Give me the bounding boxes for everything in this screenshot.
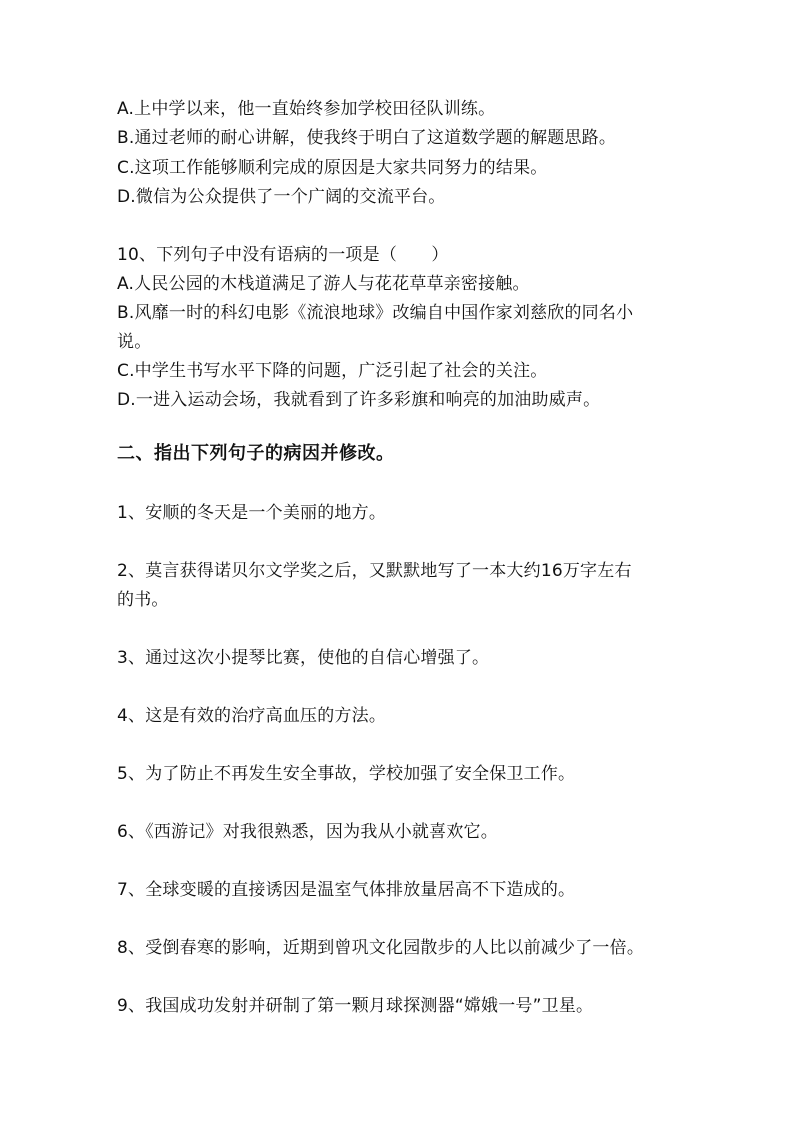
q9-option-d: D.微信为公众提供了一个广阔的交流平台。 <box>117 187 446 207</box>
section-heading: 二、指出下列句子的病因并修改。 <box>117 443 395 464</box>
q10-option-b-cont: 说。 <box>117 332 152 352</box>
q10-option-a: A.人民公园的木栈道满足了游人与花花草草亲密接触。 <box>117 274 530 294</box>
item-4: 4、这是有效的治疗高血压的方法。 <box>117 706 387 726</box>
item-2-cont: 的书。 <box>117 590 169 610</box>
q10-question: 10、下列句子中没有语病的一项是（ ） <box>117 245 449 265</box>
item-1: 1、安顺的冬天是一个美丽的地方。 <box>117 503 387 523</box>
q10-option-d: D.一进入运动会场，我就看到了许多彩旗和响亮的加油助威声。 <box>117 390 601 410</box>
item-7: 7、全球变暖的直接诱因是温室气体排放量居高不下造成的。 <box>117 880 576 900</box>
item-9: 9、我国成功发射并研制了第一颗月球探测器“嫦娥一号”卫星。 <box>117 996 594 1016</box>
item-8: 8、受倒春寒的影响，近期到曾巩文化园散步的人比以前减少了一倍。 <box>117 938 645 958</box>
item-2: 2、莫言获得诺贝尔文学奖之后，又默默地写了一本大约16万字左右 <box>117 561 632 581</box>
item-3: 3、通过这次小提琴比赛，使他的自信心增强了。 <box>117 648 490 668</box>
q9-option-a: A.上中学以来，他一直始终参加学校田径队训练。 <box>117 99 496 119</box>
q10-option-c: C.中学生书写水平下降的问题，广泛引起了社会的关注。 <box>117 361 548 381</box>
item-6: 6、《西游记》对我很熟悉，因为我从小就喜欢它。 <box>117 822 498 842</box>
q9-option-b: B.通过老师的耐心讲解，使我终于明白了这道数学题的解题思路。 <box>117 128 617 148</box>
q9-option-c: C.这项工作能够顺利完成的原因是大家共同努力的结果。 <box>117 158 548 178</box>
item-5: 5、为了防止不再发生安全事故，学校加强了安全保卫工作。 <box>117 764 576 784</box>
q10-option-b: B.风靡一时的科幻电影《流浪地球》改编自中国作家刘慈欣的同名小 <box>117 303 634 323</box>
